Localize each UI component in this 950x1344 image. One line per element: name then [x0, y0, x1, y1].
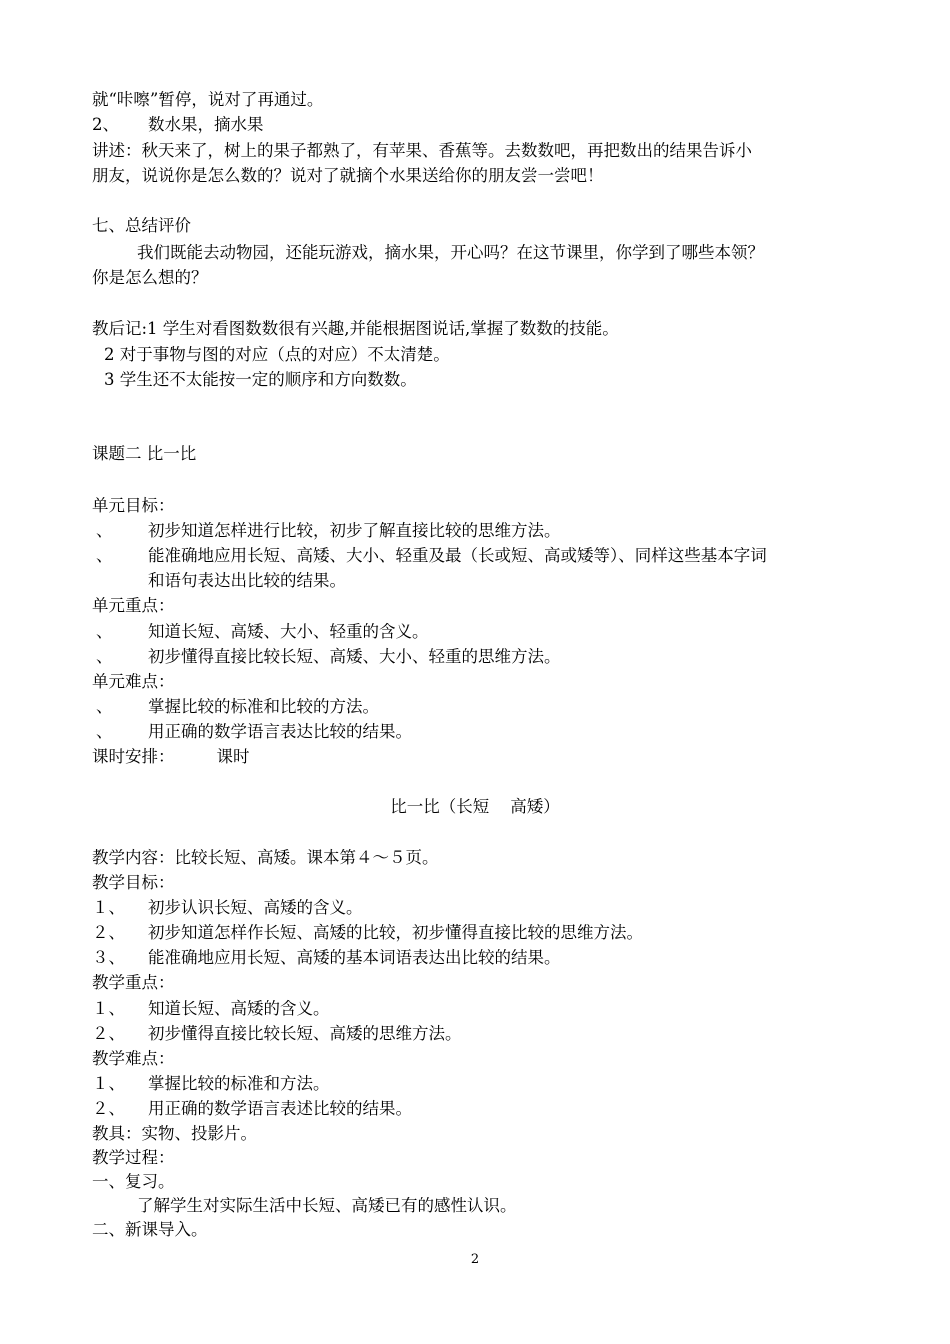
section-label: 单元难点： — [92, 672, 175, 691]
list-item-text: 和语句表达出比较的结果。 — [148, 571, 346, 590]
list-number: 2、 — [92, 115, 119, 134]
section-heading: 二、新课导入。 — [92, 1220, 208, 1239]
text-line: 教学内容：比较长短、高矮。课本第４～５页。 — [92, 848, 439, 867]
lesson-title: 课题二 比一比 — [92, 444, 197, 463]
postscript-line: 教后记:1 学生对看图数数很有兴趣,并能根据图说话,掌握了数数的技能。 — [92, 319, 619, 338]
section-label: 教学重点： — [92, 973, 175, 992]
list-item-text: 知道长短、高矮、大小、轻重的含义。 — [148, 622, 429, 641]
list-number: 、 — [96, 647, 113, 666]
postscript-line: 2 对于事物与图的对应（点的对应）不太清楚。 — [104, 345, 450, 364]
paragraph-line: 了解学生对实际生活中长短、高矮已有的感性认识。 — [137, 1196, 517, 1215]
text-line: 朋友，说说你是怎么数的？说对了就摘个水果送给你的朋友尝一尝吧！ — [92, 166, 604, 185]
text-line: 讲述：秋天来了，树上的果子都熟了，有苹果、香蕉等。去数数吧，再把数出的结果告诉小 — [92, 141, 752, 160]
list-number: ２、 — [92, 1024, 125, 1043]
paragraph-line: 你是怎么想的？ — [92, 268, 208, 287]
section-label: 教学过程： — [92, 1148, 175, 1167]
list-item-text: 能准确地应用长短、高矮的基本词语表达出比较的结果。 — [148, 948, 561, 967]
schedule-line: 课时安排： 课时 — [92, 747, 250, 766]
list-item-text: 初步知道怎样作长短、高矮的比较，初步懂得直接比较的思维方法。 — [148, 923, 643, 942]
list-number: ２、 — [92, 1099, 125, 1118]
list-number: 、 — [96, 546, 113, 565]
list-item-text: 用正确的数学语言表述比较的结果。 — [148, 1099, 412, 1118]
list-number: 、 — [96, 697, 113, 716]
lesson-subtitle: 比一比（长短 高矮） — [390, 797, 560, 816]
section-label: 教学目标： — [92, 873, 175, 892]
list-number: 、 — [96, 622, 113, 641]
list-number: 、 — [96, 722, 113, 741]
postscript-line: 3 学生还不太能按一定的顺序和方向数数。 — [104, 370, 417, 389]
paragraph-line: 我们既能去动物园，还能玩游戏，摘水果，开心吗？在这节课里，你学到了哪些本领？ — [137, 243, 764, 262]
text-line: 就“咔嚓”暂停，说对了再通过。 — [92, 90, 324, 109]
list-item-text: 知道长短、高矮的含义。 — [148, 999, 330, 1018]
section-label: 单元重点： — [92, 596, 175, 615]
list-item-text: 掌握比较的标准和方法。 — [148, 1074, 330, 1093]
list-item-text: 用正确的数学语言表达比较的结果。 — [148, 722, 412, 741]
section-heading: 一、复习。 — [92, 1172, 175, 1191]
list-item-text: 掌握比较的标准和比较的方法。 — [148, 697, 379, 716]
list-number: １、 — [92, 999, 125, 1018]
list-item-text: 能准确地应用长短、高矮、大小、轻重及最（长或短、高或矮等）、同样这些基本字词 — [148, 546, 767, 565]
list-number: １、 — [92, 898, 125, 917]
list-item-text: 初步知道怎样进行比较，初步了解直接比较的思维方法。 — [148, 521, 561, 540]
list-item-text: 数水果，摘水果 — [148, 115, 264, 134]
list-item-text: 初步懂得直接比较长短、高矮的思维方法。 — [148, 1024, 462, 1043]
section-label: 教学难点： — [92, 1049, 175, 1068]
page-number: 2 — [470, 1252, 480, 1267]
section-heading: 七、总结评价 — [92, 216, 191, 235]
list-item-text: 初步懂得直接比较长短、高矮、大小、轻重的思维方法。 — [148, 647, 561, 666]
list-number: １、 — [92, 1074, 125, 1093]
section-label: 单元目标： — [92, 496, 175, 515]
list-number: ２、 — [92, 923, 125, 942]
list-number: 、 — [96, 521, 113, 540]
list-item-text: 初步认识长短、高矮的含义。 — [148, 898, 363, 917]
text-line: 教具：实物、投影片。 — [92, 1124, 257, 1143]
list-number: ３、 — [92, 948, 125, 967]
